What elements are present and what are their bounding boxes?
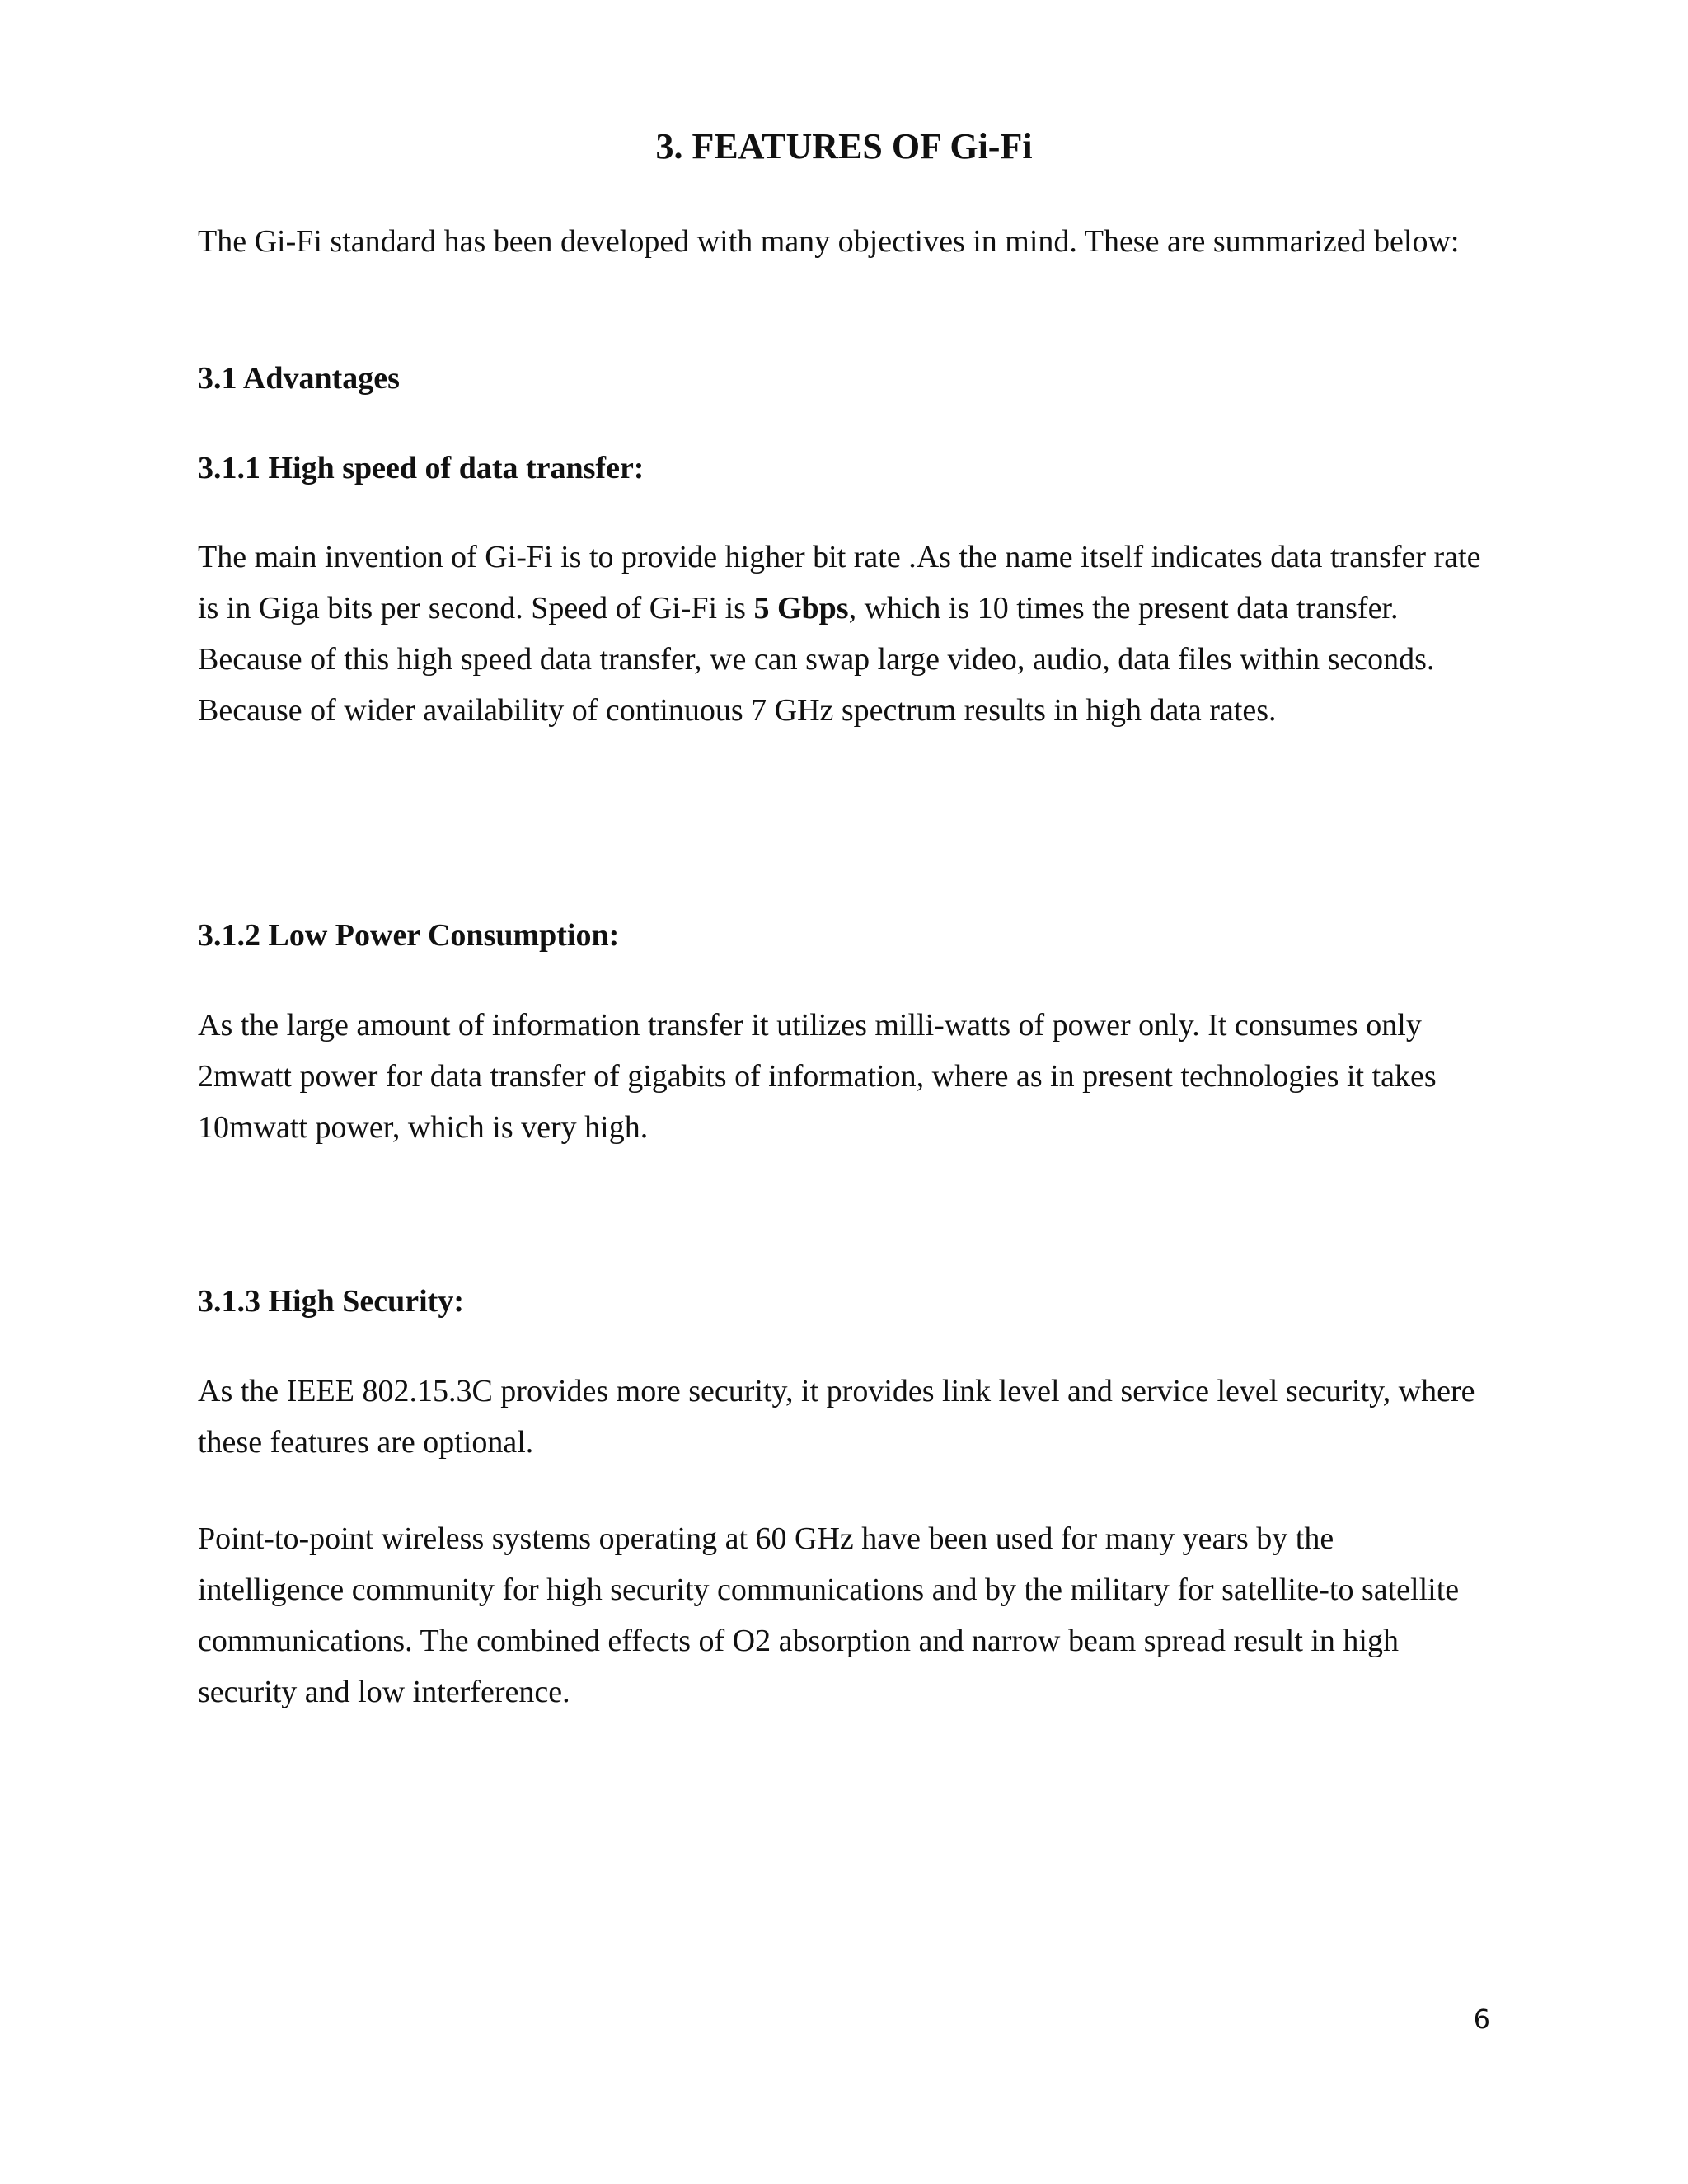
intro-paragraph: The Gi-Fi standard has been developed with many objectives in mind. These are summarized below: bbox=[198, 224, 1460, 259]
paragraph-text: , which is 10 times the present data transfer. Because of this high speed data transfer, we can swap large video, audio, data files within seconds. Because of wider availability of continuous 7 GHz spectrum results in high data rates. bbox=[198, 591, 1435, 728]
section-3-1-1-heading: 3.1.1 High speed of data transfer: bbox=[198, 451, 645, 485]
section-3-1-1-paragraph bbox=[198, 532, 1484, 736]
section-3-1-2-paragraph: As the large amount of information transfer it utilizes milli-watts of power only. It consumes only 2mwatt power for data transfer of gigabits of information, where as in present technologies it takes 10mwatt power, which is very high. bbox=[198, 1008, 1437, 1145]
section-3-1-3-paragraph-1: As the IEEE 802.15.3C provides more security, it provides link level and service level security, where these features are optional. bbox=[198, 1374, 1475, 1460]
paragraph-text: The main invention of Gi-Fi is to provide higher bit rate .As the name itself indicates data transfer rate is in Giga bits per second. Speed of Gi-Fi is bbox=[198, 540, 1481, 626]
section-3-1-2-heading: 3.1.2 Low Power Consumption: bbox=[198, 918, 620, 953]
section-3-1-3-paragraph-2: Point-to-point wireless systems operating at 60 GHz have been used for many years by the intelligence community for high security communications and by the military for satellite-to satellite communications. The combined effects of O2 absorption and narrow beam spread result in high security and low interference. bbox=[198, 1521, 1460, 1709]
page-number: 6 bbox=[1473, 2004, 1490, 2035]
section-3-1-3-heading: 3.1.3 High Security: bbox=[198, 1284, 464, 1319]
section-3-1-heading: 3.1 Advantages bbox=[198, 361, 400, 396]
page-title: 3. FEATURES OF Gi-Fi bbox=[655, 126, 1033, 166]
speed-value: 5 Gbps bbox=[753, 591, 849, 626]
